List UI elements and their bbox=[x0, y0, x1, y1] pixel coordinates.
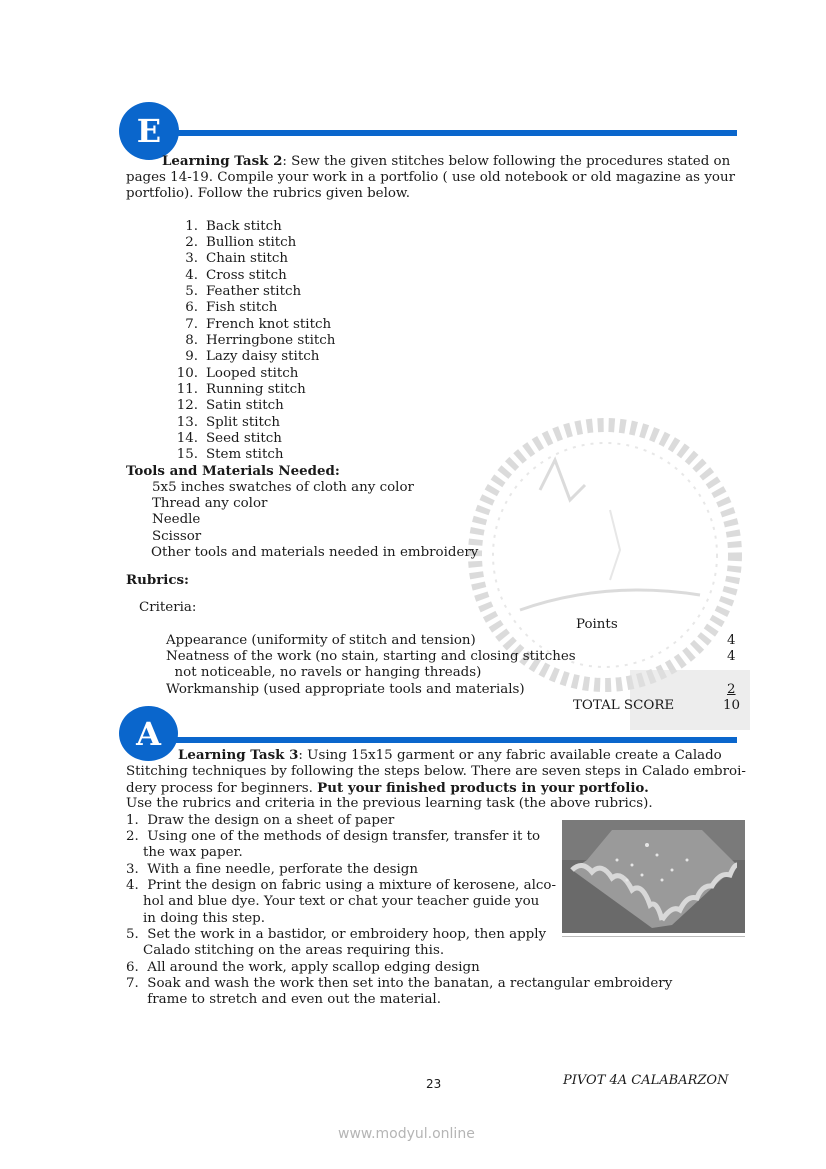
task2-intro: Learning Task 2: Sew the given stitches below following the procedures stated on bbox=[162, 153, 731, 169]
rubric-criterion: Workmanship (used appropriate tools and materials) bbox=[166, 682, 525, 697]
list-item: 4. Cross stitch bbox=[185, 268, 287, 283]
section-a-badge bbox=[119, 706, 178, 761]
step-item: 3. With a fine needle, perforate the design bbox=[126, 862, 418, 877]
badge-letter-e: E bbox=[136, 112, 162, 150]
list-item: 8. Herringbone stitch bbox=[185, 333, 336, 348]
list-item: 14. Seed stitch bbox=[176, 431, 282, 446]
step-item: 1. Draw the design on a sheet of paper bbox=[126, 813, 395, 828]
list-item: 10. Looped stitch bbox=[176, 366, 299, 381]
publisher-footer: PIVOT 4A CALABARZON bbox=[563, 1073, 729, 1088]
rubric-criterion: Neatness of the work (no stain, starting and closing stitches bbox=[166, 649, 576, 664]
list-item: 1. Back stitch bbox=[185, 219, 282, 234]
list-item: 2. Bullion stitch bbox=[185, 235, 297, 250]
step-item: 5. Set the work in a bastidor, or embroidery hoop, then apply bbox=[126, 927, 547, 942]
task2-intro-line3: portfolio). Follow the rubrics given below. bbox=[126, 186, 411, 201]
rubric-criterion: Appearance (uniformity of stitch and tension) bbox=[166, 633, 476, 648]
list-item: 13. Split stitch bbox=[176, 415, 280, 430]
task3-intro-line2: Stitching techniques by following the steps below. There are seven steps in Calado embroi- bbox=[126, 764, 746, 779]
rubric-criterion-cont: not noticeable, no ravels or hanging threads) bbox=[166, 665, 482, 680]
total-score-label: TOTAL SCORE bbox=[573, 698, 675, 713]
step-item: 4. Print the design on fabric using a mixture of kerosene, alco- bbox=[126, 878, 557, 893]
step-item: hol and blue dye. Your text or chat your teacher guide you bbox=[126, 894, 540, 909]
image-underline bbox=[562, 936, 745, 937]
task3-intro-line3: dery process for beginners. Put your finished products in your portfolio. bbox=[126, 780, 649, 796]
task2-label: Learning Task 2 bbox=[162, 153, 283, 169]
task2-intro-line2: pages 14-19. Compile your work in a portfolio ( use old notebook or old magazine as your bbox=[126, 170, 735, 185]
badge-letter-a: A bbox=[136, 714, 161, 753]
rubrics-heading: Rubrics: bbox=[126, 572, 190, 588]
rubric-points: 4 bbox=[727, 633, 736, 648]
list-item: 3. Chain stitch bbox=[185, 251, 289, 266]
website-watermark: www.modyul.online bbox=[338, 1126, 475, 1142]
school-seal-watermark bbox=[460, 380, 750, 730]
list-item: 7. French knot stitch bbox=[185, 317, 332, 332]
section-e-badge bbox=[119, 102, 179, 160]
task3-intro-line4: Use the rubrics and criteria in the previous learning task (the above rubrics). bbox=[126, 796, 653, 811]
rubric-points: 4 bbox=[727, 649, 736, 664]
page-number: 23 bbox=[426, 1077, 442, 1091]
section-e-divider bbox=[178, 130, 737, 136]
tool-item: Other tools and materials needed in embroidery bbox=[151, 545, 479, 560]
portfolio-instruction: Put your finished products in your portfolio. bbox=[317, 780, 649, 796]
task3-label: Learning Task 3 bbox=[178, 747, 299, 763]
total-score-value: 10 bbox=[723, 698, 741, 713]
tool-item: Thread any color bbox=[152, 496, 268, 511]
points-header: Points bbox=[576, 617, 618, 632]
tool-item: Needle bbox=[152, 512, 201, 527]
section-a-divider bbox=[176, 737, 737, 743]
criteria-label: Criteria: bbox=[139, 600, 197, 615]
step-item: in doing this step. bbox=[126, 911, 265, 926]
tool-item: 5x5 inches swatches of cloth any color bbox=[152, 480, 414, 495]
tool-item: Scissor bbox=[152, 529, 202, 544]
step-item: 7. Soak and wash the work then set into the banatan, a rectangular embroidery bbox=[126, 976, 673, 991]
list-item: 9. Lazy daisy stitch bbox=[185, 349, 320, 364]
step-item: frame to stretch and even out the material. bbox=[126, 992, 441, 1007]
list-item: 11. Running stitch bbox=[176, 382, 306, 397]
calado-handkerchief-image bbox=[562, 820, 745, 933]
rubric-points: 2 bbox=[727, 682, 736, 697]
step-item: the wax paper. bbox=[126, 845, 243, 860]
list-item: 5. Feather stitch bbox=[185, 284, 302, 299]
step-item: 2. Using one of the methods of design transfer, transfer it to bbox=[126, 829, 541, 844]
step-item: Calado stitching on the areas requiring this. bbox=[126, 943, 445, 958]
step-item: 6. All around the work, apply scallop edging design bbox=[126, 960, 480, 975]
list-item: 6. Fish stitch bbox=[185, 300, 278, 315]
list-item: 15. Stem stitch bbox=[176, 447, 284, 462]
task3-intro: Learning Task 3: Using 15x15 garment or any fabric available create a Calado bbox=[178, 747, 722, 763]
list-item: 12. Satin stitch bbox=[176, 398, 284, 413]
tools-heading: Tools and Materials Needed: bbox=[126, 463, 340, 479]
